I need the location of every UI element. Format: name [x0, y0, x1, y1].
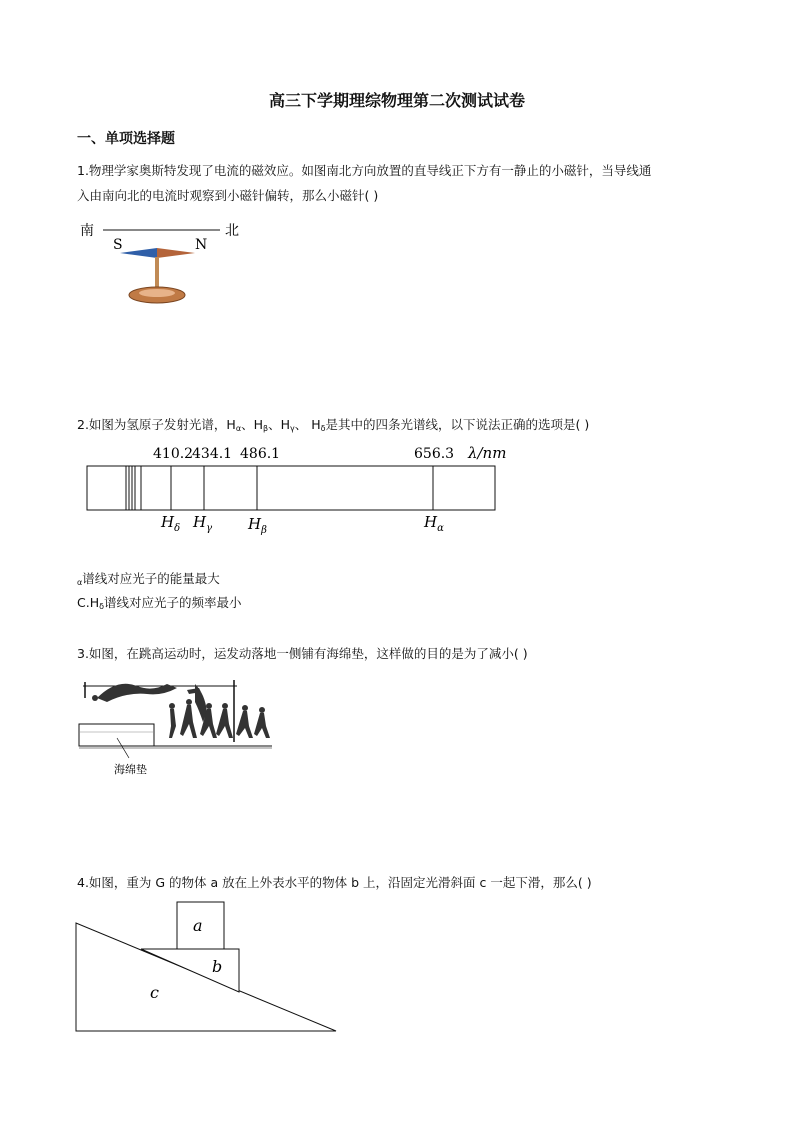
question-1-line-1: 1.物理学家奥斯特发现了电流的磁效应。如图南北方向放置的直导线正下方有一静止的小磁针，当导线通: [77, 163, 652, 178]
question-2-text-b: 、H: [241, 417, 264, 432]
question-1-line-2: 入由南向北的电流时观察到小磁针偏转，那么小磁针( ): [77, 188, 379, 203]
h-delta-label: $H_\delta$: [161, 513, 181, 534]
question-2: [77, 412, 727, 441]
h-gamma-label: $H_\gamma$: [193, 513, 213, 534]
unit-label: λ/nm: [468, 444, 507, 462]
label-c: c: [150, 983, 159, 1002]
compass-base-top: [139, 289, 175, 297]
sub-beta: β: [263, 424, 269, 433]
s-pole-label: S: [113, 237, 123, 253]
wl-656-label: 656.3: [414, 446, 455, 462]
question-1: [77, 158, 727, 208]
sub-alpha: α: [235, 424, 242, 433]
south-label: 南: [80, 223, 94, 239]
high-jump-figure: [77, 672, 277, 782]
question-2-text-d: 、 H: [294, 417, 321, 432]
label-a: a: [193, 916, 203, 935]
runner-sequence: [169, 699, 270, 738]
compass-figure: [75, 215, 255, 315]
sub-delta: δ: [320, 424, 326, 433]
option-c-text: 谱线对应光子的频率最小: [104, 595, 242, 610]
sub-gamma: γ: [290, 424, 295, 433]
page-title: 高三下学期理综物理第二次测试试卷: [268, 91, 525, 110]
question-3: 3.如图，在跳高运动时，运发动落地一侧铺有海绵垫，这样做的目的是为了减小( ): [77, 646, 528, 661]
n-pole-label: N: [195, 237, 208, 253]
incline-figure: [74, 900, 344, 1035]
north-label: 北: [225, 223, 239, 239]
hydrogen-spectrum-figure: [85, 440, 525, 540]
question-2-text-a: 2.如图为氢原子发射光谱，H: [77, 417, 236, 432]
compass-stand: [155, 257, 159, 289]
h-alpha-label: $H_\alpha$: [424, 513, 444, 534]
question-2-text-c: 、H: [268, 417, 291, 432]
wl-410-label: 410.2: [153, 446, 194, 462]
label-b: b: [212, 957, 223, 976]
wl-434-label: 434.1: [192, 446, 233, 462]
option-b-sub: α: [77, 578, 83, 587]
spectrum-box: [87, 466, 495, 510]
option-c-prefix: C.H: [77, 595, 100, 610]
question-2-text-e: 是其中的四条光谱线，以下说法正确的选项是( ): [325, 417, 590, 432]
wl-486-label: 486.1: [240, 446, 281, 462]
needle-south-half: [120, 248, 157, 258]
question-4: 4.如图，重为 G 的物体 a 放在上外表水平的物体 b 上，沿固定光滑斜面 c 一起下滑，那么( ): [77, 875, 592, 890]
needle-north-half: [157, 248, 195, 258]
section-heading: 一、单项选择题: [77, 131, 175, 147]
option-b-text: 谱线对应光子的能量最大: [82, 571, 220, 586]
sponge-mat: [79, 724, 154, 746]
question-2-option-c: [77, 590, 727, 619]
h-beta-label: $H_\beta$: [248, 515, 267, 536]
option-c-sub: δ: [99, 602, 105, 611]
sponge-mat-label: 海绵垫: [114, 763, 147, 776]
jumper-head-1: [92, 695, 98, 701]
